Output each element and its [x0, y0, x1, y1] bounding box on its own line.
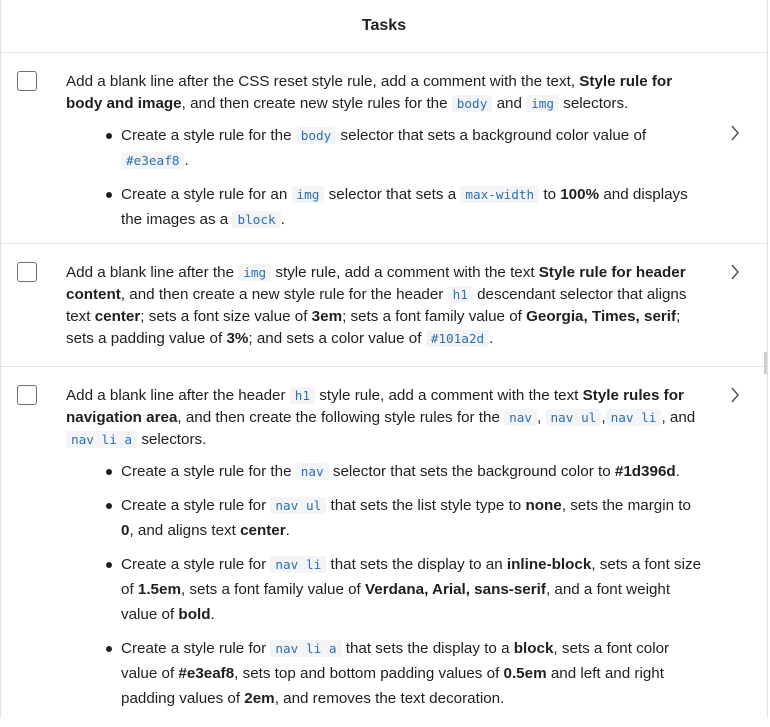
text-segment: , sets top and bottom padding values of — [234, 665, 504, 682]
code-token: #e3eaf8 — [121, 152, 184, 169]
text-segment: selectors. — [137, 431, 207, 448]
emphasis-text: Style rule for header content — [66, 264, 686, 303]
text-segment: , and a font weight value of — [121, 581, 671, 623]
text-segment: ; and sets a color value of — [248, 330, 426, 347]
text-segment: , and removes the text decoration. — [274, 690, 505, 707]
text-segment: Add a blank line after the — [66, 264, 239, 281]
code-token: img — [238, 264, 271, 281]
code-token: nav li a — [270, 640, 341, 657]
text-segment: selector that sets the background color to — [328, 463, 615, 480]
emphasis-text: 0 — [121, 522, 130, 539]
task-item — [1, 53, 767, 244]
emphasis-text: Georgia, Times, serif — [526, 308, 677, 325]
emphasis-text: 3em — [311, 308, 343, 325]
text-segment: , — [601, 409, 606, 426]
emphasis-text: #1d396d — [614, 463, 676, 480]
code-token: nav ul — [270, 497, 326, 514]
panel-header — [1, 0, 767, 53]
text-segment: . — [184, 152, 189, 169]
text-segment: . — [675, 463, 680, 480]
text-segment: . — [210, 606, 215, 623]
list-item — [121, 493, 703, 543]
emphasis-text: 2em — [244, 690, 275, 707]
emphasis-text: none — [525, 497, 562, 514]
text-segment: Create a style rule for — [121, 497, 271, 514]
task-description — [66, 385, 703, 451]
text-segment: , — [537, 409, 546, 426]
chevron-right-icon[interactable] — [727, 123, 743, 143]
text-segment: , and aligns text — [129, 522, 241, 539]
list-item — [121, 459, 703, 484]
text-segment: Create a style rule for an — [121, 186, 292, 203]
text-segment: Create a style rule for — [121, 556, 271, 573]
code-token: body — [296, 127, 337, 144]
task-checkbox[interactable] — [17, 262, 37, 282]
text-segment: . — [489, 330, 494, 347]
chevron-right-icon[interactable] — [727, 262, 743, 282]
text-segment: Create a style rule for the — [121, 127, 296, 144]
text-segment: . — [285, 522, 290, 539]
list-item — [121, 552, 703, 627]
task-description — [66, 262, 703, 350]
subtask-list — [66, 123, 703, 232]
text-segment: and left and right padding values of — [121, 665, 664, 707]
code-token: nav — [296, 463, 329, 480]
chevron-right-icon[interactable] — [727, 385, 743, 405]
emphasis-text: center — [94, 308, 141, 325]
text-segment: selector that sets a — [324, 186, 461, 203]
task-description — [66, 71, 703, 115]
text-segment: that sets the display to a — [341, 640, 514, 657]
emphasis-text: 3% — [226, 330, 249, 347]
code-token: nav ul — [546, 409, 602, 426]
code-token: body — [452, 95, 493, 112]
text-segment: , and then create the following style rules for the — [177, 409, 505, 426]
text-segment: Add a blank line after the CSS reset style rule, add a comment with the text, — [66, 73, 580, 90]
text-segment: and displays the images as a — [121, 186, 688, 228]
list-item — [121, 182, 703, 232]
task-content — [66, 71, 703, 241]
emphasis-text: inline-block — [506, 556, 592, 573]
text-segment: ; sets a font size value of — [140, 308, 312, 325]
task-checkbox[interactable] — [17, 71, 37, 91]
emphasis-text: center — [240, 522, 286, 539]
list-item — [121, 123, 703, 173]
task-checkbox[interactable] — [17, 385, 37, 405]
text-segment: ; sets a padding value of — [66, 308, 681, 347]
text-segment: and — [492, 95, 527, 112]
emphasis-text: 100% — [560, 186, 600, 203]
text-segment: Create a style rule for — [121, 640, 271, 657]
code-token: max-width — [460, 186, 539, 203]
code-token: img — [292, 186, 325, 203]
code-token: nav li a — [66, 431, 137, 448]
task-item — [1, 367, 767, 727]
emphasis-text: Style rule for body and image — [66, 73, 673, 112]
emphasis-text: #e3eaf8 — [178, 665, 235, 682]
emphasis-text: block — [513, 640, 554, 657]
code-token: nav — [504, 409, 537, 426]
text-segment: , sets the margin to — [561, 497, 691, 514]
code-token: nav li — [606, 409, 662, 426]
text-segment: , and — [661, 409, 696, 426]
text-segment: . — [280, 211, 285, 228]
emphasis-text: bold — [178, 606, 211, 623]
emphasis-text: 1.5em — [137, 581, 181, 598]
subtask-list — [66, 459, 703, 711]
code-token: h1 — [448, 286, 473, 303]
code-token: img — [526, 95, 559, 112]
text-segment: to — [539, 186, 561, 203]
emphasis-text: 0.5em — [503, 665, 547, 682]
task-content — [66, 262, 703, 350]
text-segment: Create a style rule for the — [121, 463, 296, 480]
text-segment: style rule, add a comment with the text — [315, 387, 583, 404]
text-segment: , sets a font size of — [121, 556, 702, 598]
text-segment: style rule, add a comment with the text — [271, 264, 539, 281]
text-segment: ; sets a font family value of — [342, 308, 527, 325]
text-segment: , and then create a new style rule for the header — [120, 286, 448, 303]
task-item — [1, 244, 767, 367]
text-segment: Add a blank line after the header — [66, 387, 290, 404]
code-token: block — [232, 211, 280, 228]
text-segment: that sets the list style type to — [326, 497, 526, 514]
text-segment: descendant selector that aligns text — [66, 286, 687, 325]
text-segment: , and then create new style rules for the — [181, 95, 452, 112]
emphasis-text: Verdana, Arial, sans-serif — [365, 581, 546, 598]
list-item — [121, 636, 703, 711]
text-segment: , sets a font color value of — [121, 640, 670, 682]
emphasis-text: Style rules for navigation area — [66, 387, 684, 426]
text-segment: selector that sets a background color value of — [336, 127, 647, 144]
code-token: nav li — [270, 556, 326, 573]
scrollbar-handle[interactable] — [764, 352, 767, 374]
task-content — [66, 385, 703, 720]
text-segment: selectors. — [559, 95, 629, 112]
code-token: #101a2d — [426, 330, 489, 347]
text-segment: , sets a font family value of — [180, 581, 365, 598]
text-segment: that sets the display to an — [326, 556, 507, 573]
page-title: Tasks — [361, 17, 407, 34]
code-token: h1 — [290, 387, 315, 404]
